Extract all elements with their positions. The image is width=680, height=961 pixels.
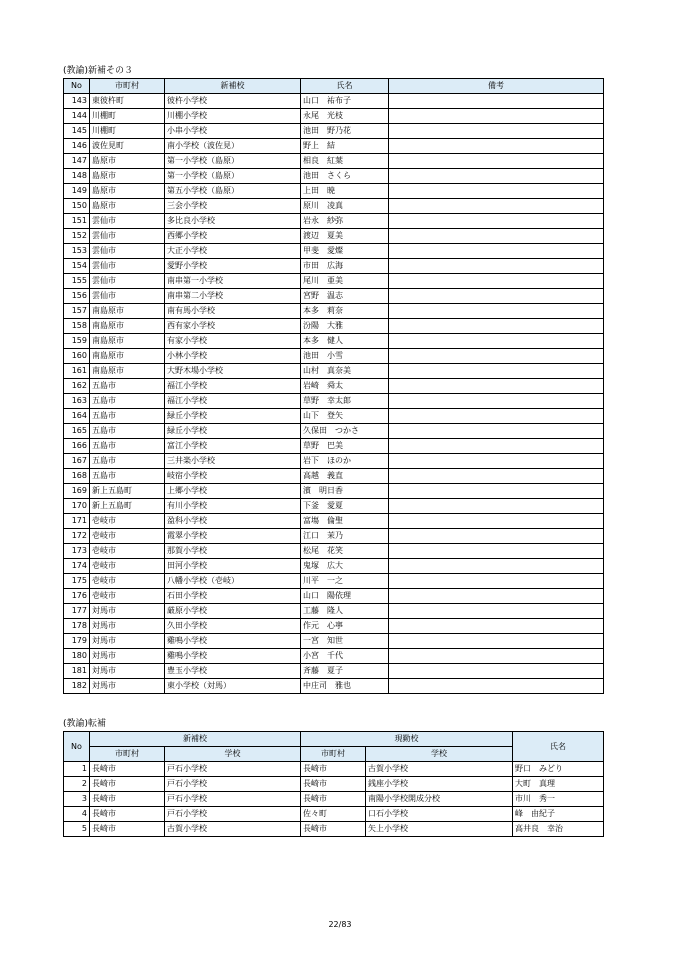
table-cell: 長崎市 <box>301 777 366 792</box>
section2-caption: (教諭)転補 <box>63 719 107 729</box>
table-cell: 戸石小学校 <box>165 777 301 792</box>
note-cell <box>389 514 604 529</box>
table-cell: 岩永 紗弥 <box>301 214 389 229</box>
table-cell: 対馬市 <box>90 649 165 664</box>
table-row <box>64 634 604 649</box>
table-row <box>64 259 604 274</box>
table-cell: 南島原市 <box>90 349 165 364</box>
table-cell: 対馬市 <box>90 679 165 694</box>
table-cell: 池田 野乃花 <box>301 124 389 139</box>
table-cell: 147 <box>64 154 90 169</box>
table-cell: 南島原市 <box>90 304 165 319</box>
table-cell: 岐宿小学校 <box>165 469 301 484</box>
note-cell <box>389 364 604 379</box>
table-cell: 162 <box>64 379 90 394</box>
table-row <box>64 514 604 529</box>
header-new-school-group: 新補校 <box>90 732 301 747</box>
table-cell: 矢上小学校 <box>366 822 513 837</box>
table-cell: 草野 幸太郎 <box>301 394 389 409</box>
table-cell: 有川小学校 <box>165 499 301 514</box>
table-cell: 五島市 <box>90 409 165 424</box>
note-cell <box>389 124 604 139</box>
table-cell: 福江小学校 <box>165 379 301 394</box>
note-cell <box>389 679 604 694</box>
table-cell: 壱岐市 <box>90 529 165 544</box>
table-cell: 山口 陽依理 <box>301 589 389 604</box>
note-cell <box>389 259 604 274</box>
table-cell: 川棚町 <box>90 109 165 124</box>
table-cell: 上郷小学校 <box>165 484 301 499</box>
header-no: No <box>64 79 90 94</box>
note-cell <box>389 229 604 244</box>
table-cell: 南串第二小学校 <box>165 289 301 304</box>
table-cell: 南島原市 <box>90 319 165 334</box>
table-cell: 上田 暁 <box>301 184 389 199</box>
table-row <box>64 439 604 454</box>
table-cell: 168 <box>64 469 90 484</box>
table-row <box>64 364 604 379</box>
table-cell: 島原市 <box>90 169 165 184</box>
header-note: 備考 <box>389 79 604 94</box>
table-cell: 182 <box>64 679 90 694</box>
table-cell: 長崎市 <box>90 807 165 822</box>
table-cell: 古賀小学校 <box>366 762 513 777</box>
table-row <box>64 589 604 604</box>
table-cell: 永尾 光枝 <box>301 109 389 124</box>
table-cell: 181 <box>64 664 90 679</box>
table-cell: 壱岐市 <box>90 589 165 604</box>
table-row <box>64 484 604 499</box>
header-name: 氏名 <box>301 79 389 94</box>
table-row <box>64 349 604 364</box>
table-cell: 南陽小学校開成分校 <box>366 792 513 807</box>
table-cell: 長崎市 <box>90 777 165 792</box>
note-cell <box>389 424 604 439</box>
table-row <box>64 229 604 244</box>
table-cell: 167 <box>64 454 90 469</box>
note-cell <box>389 559 604 574</box>
table-cell: 169 <box>64 484 90 499</box>
note-cell <box>389 139 604 154</box>
table-cell: 高越 義直 <box>301 469 389 484</box>
table-cell: 本多 健人 <box>301 334 389 349</box>
table-row <box>64 807 604 822</box>
table-cell: 久田小学校 <box>165 619 301 634</box>
table-cell: 雲仙市 <box>90 229 165 244</box>
table-row <box>64 679 604 694</box>
table-cell: 東小学校（対馬） <box>165 679 301 694</box>
note-cell <box>389 289 604 304</box>
table-cell: 山村 真奈美 <box>301 364 389 379</box>
table-cell: 壱岐市 <box>90 544 165 559</box>
table-cell: 雲仙市 <box>90 259 165 274</box>
note-cell <box>389 274 604 289</box>
note-cell <box>389 634 604 649</box>
table-row <box>64 762 604 777</box>
table-cell: 豊玉小学校 <box>165 664 301 679</box>
table-cell: 田河小学校 <box>165 559 301 574</box>
note-cell <box>389 154 604 169</box>
table-row <box>64 792 604 807</box>
note-cell <box>389 619 604 634</box>
table-cell: 163 <box>64 394 90 409</box>
table-cell: 五島市 <box>90 394 165 409</box>
table-cell: 斉藤 夏子 <box>301 664 389 679</box>
note-cell <box>389 334 604 349</box>
table-row <box>64 199 604 214</box>
table-cell: 177 <box>64 604 90 619</box>
table-header-row <box>64 79 604 94</box>
table-row <box>64 139 604 154</box>
table-cell: 川棚小学校 <box>165 109 301 124</box>
note-cell <box>389 574 604 589</box>
table-row <box>64 109 604 124</box>
table-cell: 第五小学校（島原） <box>165 184 301 199</box>
table-row <box>64 334 604 349</box>
new-assignment-table <box>63 78 604 694</box>
table-cell: 雲仙市 <box>90 214 165 229</box>
table-row <box>64 184 604 199</box>
table-cell: 146 <box>64 139 90 154</box>
table-cell: 島原市 <box>90 154 165 169</box>
table-row <box>64 424 604 439</box>
table-cell: 150 <box>64 199 90 214</box>
table-cell: 157 <box>64 304 90 319</box>
table-row <box>64 319 604 334</box>
table-cell: 愛野小学校 <box>165 259 301 274</box>
table-cell: 福江小学校 <box>165 394 301 409</box>
table-row <box>64 604 604 619</box>
table-cell: 鬼塚 広大 <box>301 559 389 574</box>
header-current-school-group: 現勤校 <box>301 732 513 747</box>
table-cell: 甲斐 愛燦 <box>301 244 389 259</box>
table-row <box>64 244 604 259</box>
note-cell <box>389 94 604 109</box>
table-row <box>64 154 604 169</box>
table-cell: 小宮 千代 <box>301 649 389 664</box>
table-cell: 145 <box>64 124 90 139</box>
table-cell: 新上五島町 <box>90 484 165 499</box>
table-cell: 159 <box>64 334 90 349</box>
note-cell <box>389 589 604 604</box>
table-cell: 多比良小学校 <box>165 214 301 229</box>
table-cell: 大町 真理 <box>513 777 604 792</box>
table-row <box>64 664 604 679</box>
table-cell: 市川 秀一 <box>513 792 604 807</box>
table-cell: 厳原小学校 <box>165 604 301 619</box>
table-cell: 長崎市 <box>90 762 165 777</box>
table-cell: 山下 登矢 <box>301 409 389 424</box>
table-cell: 久保田 つかさ <box>301 424 389 439</box>
table-cell: 霞翠小学校 <box>165 529 301 544</box>
table-cell: 壱岐市 <box>90 559 165 574</box>
section1-caption: (教諭)新補その３ <box>63 66 134 76</box>
table-cell: 長崎市 <box>301 762 366 777</box>
table-cell: 有家小学校 <box>165 334 301 349</box>
table-cell: 波佐見町 <box>90 139 165 154</box>
table-cell: 小串小学校 <box>165 124 301 139</box>
table-cell: 江口 茉乃 <box>301 529 389 544</box>
table-cell: 草野 巴美 <box>301 439 389 454</box>
table-cell: 第一小学校（島原） <box>165 154 301 169</box>
note-cell <box>389 484 604 499</box>
table-cell: 宮野 温志 <box>301 289 389 304</box>
table-cell: 154 <box>64 259 90 274</box>
table-cell: 新上五島町 <box>90 499 165 514</box>
table-cell: 川平 一之 <box>301 574 389 589</box>
table-cell: 銭座小学校 <box>366 777 513 792</box>
header-no: No <box>64 732 90 762</box>
table-cell: 152 <box>64 229 90 244</box>
table-cell: 4 <box>64 807 90 822</box>
table-cell: 尾川 亜美 <box>301 274 389 289</box>
note-cell <box>389 469 604 484</box>
table-row <box>64 469 604 484</box>
note-cell <box>389 529 604 544</box>
table-row <box>64 619 604 634</box>
table-cell: 雲仙市 <box>90 244 165 259</box>
table-cell: 173 <box>64 544 90 559</box>
table-cell: 151 <box>64 214 90 229</box>
table-row <box>64 214 604 229</box>
note-cell <box>389 409 604 424</box>
note-cell <box>389 184 604 199</box>
header-city: 市町村 <box>90 79 165 94</box>
table-cell: 高井良 幸治 <box>513 822 604 837</box>
table-cell: 野上 結 <box>301 139 389 154</box>
table-cell: 中庄司 雅也 <box>301 679 389 694</box>
table-row <box>64 304 604 319</box>
table-cell: 171 <box>64 514 90 529</box>
header-name: 氏名 <box>513 732 604 762</box>
table-cell: 五島市 <box>90 439 165 454</box>
table-row <box>64 529 604 544</box>
table-cell: 岩下 ほのか <box>301 454 389 469</box>
table-cell: 小林小学校 <box>165 349 301 364</box>
table-cell: 彼杵小学校 <box>165 94 301 109</box>
table-row <box>64 124 604 139</box>
table-row <box>64 409 604 424</box>
table-cell: 161 <box>64 364 90 379</box>
table-cell: 西有家小学校 <box>165 319 301 334</box>
table-cell: 3 <box>64 792 90 807</box>
table-cell: 長崎市 <box>301 822 366 837</box>
table-cell: 5 <box>64 822 90 837</box>
table-cell: 144 <box>64 109 90 124</box>
table-row <box>64 394 604 409</box>
table-row <box>64 454 604 469</box>
note-cell <box>389 304 604 319</box>
table-cell: 175 <box>64 574 90 589</box>
table-cell: 対馬市 <box>90 604 165 619</box>
table-cell: 渡辺 夏美 <box>301 229 389 244</box>
table-cell: 172 <box>64 529 90 544</box>
table-cell: 戸石小学校 <box>165 762 301 777</box>
table-cell: 緑丘小学校 <box>165 424 301 439</box>
table-cell: 五島市 <box>90 424 165 439</box>
table-cell: 164 <box>64 409 90 424</box>
table-cell: 富江小学校 <box>165 439 301 454</box>
table-row <box>64 499 604 514</box>
table-cell: 本多 莉奈 <box>301 304 389 319</box>
table-cell: 緑丘小学校 <box>165 409 301 424</box>
note-cell <box>389 439 604 454</box>
note-cell <box>389 349 604 364</box>
table-cell: 2 <box>64 777 90 792</box>
table-cell: 池田 小雪 <box>301 349 389 364</box>
note-cell <box>389 214 604 229</box>
table-cell: 一宮 知世 <box>301 634 389 649</box>
table-cell: 160 <box>64 349 90 364</box>
note-cell <box>389 319 604 334</box>
table-cell: 戸石小学校 <box>165 807 301 822</box>
table-row <box>64 274 604 289</box>
table-row <box>64 169 604 184</box>
table-cell: 170 <box>64 499 90 514</box>
table-cell: 五島市 <box>90 454 165 469</box>
page-number: 22/83 <box>328 920 352 929</box>
table-cell: 汾陽 大雅 <box>301 319 389 334</box>
table-cell: 対馬市 <box>90 619 165 634</box>
table-cell: 178 <box>64 619 90 634</box>
table-row <box>64 574 604 589</box>
table-cell: 佐々町 <box>301 807 366 822</box>
note-cell <box>389 244 604 259</box>
table-cell: 第一小学校（島原） <box>165 169 301 184</box>
table-cell: 壱岐市 <box>90 574 165 589</box>
table-cell: 濱 明日香 <box>301 484 389 499</box>
note-cell <box>389 499 604 514</box>
table-cell: 南有馬小学校 <box>165 304 301 319</box>
table-cell: 南島原市 <box>90 334 165 349</box>
table-cell: 野口 みどり <box>513 762 604 777</box>
table-cell: 雲仙市 <box>90 289 165 304</box>
table-cell: 五島市 <box>90 469 165 484</box>
note-cell <box>389 109 604 124</box>
table-cell: 雲仙市 <box>90 274 165 289</box>
table-row <box>64 559 604 574</box>
table-cell: 大野木場小学校 <box>165 364 301 379</box>
table-cell: 古賀小学校 <box>165 822 301 837</box>
table-row <box>64 822 604 837</box>
table-row <box>64 649 604 664</box>
table-row <box>64 544 604 559</box>
table-cell: 174 <box>64 559 90 574</box>
table-cell: 長崎市 <box>90 822 165 837</box>
table-cell: 長崎市 <box>301 792 366 807</box>
table-cell: 南島原市 <box>90 364 165 379</box>
table-cell: 五島市 <box>90 379 165 394</box>
transfer-table <box>63 731 604 837</box>
table-cell: 石田小学校 <box>165 589 301 604</box>
table-row <box>64 777 604 792</box>
note-cell <box>389 544 604 559</box>
table-cell: 松尾 花笑 <box>301 544 389 559</box>
table-cell: 池田 さくら <box>301 169 389 184</box>
table-cell: 長崎市 <box>90 792 165 807</box>
table-cell: 市田 広海 <box>301 259 389 274</box>
note-cell <box>389 394 604 409</box>
table-row <box>64 94 604 109</box>
table-cell: 雞鳴小学校 <box>165 634 301 649</box>
table-cell: 山口 祐布子 <box>301 94 389 109</box>
table-cell: 143 <box>64 94 90 109</box>
table-cell: 対馬市 <box>90 664 165 679</box>
table-cell: 166 <box>64 439 90 454</box>
table-row <box>64 289 604 304</box>
table-cell: 南小学校（波佐見） <box>165 139 301 154</box>
table-cell: 180 <box>64 649 90 664</box>
header-current-school: 学校 <box>366 747 513 762</box>
table-cell: 大正小学校 <box>165 244 301 259</box>
table-cell: 東彼杵町 <box>90 94 165 109</box>
header-new-city: 市町村 <box>90 747 165 762</box>
note-cell <box>389 454 604 469</box>
table-cell: 南串第一小学校 <box>165 274 301 289</box>
table-cell: 壱岐市 <box>90 514 165 529</box>
table-cell: 川棚町 <box>90 124 165 139</box>
table-cell: 戸石小学校 <box>165 792 301 807</box>
table-cell: 工藤 隆人 <box>301 604 389 619</box>
table-cell: 165 <box>64 424 90 439</box>
table-cell: 1 <box>64 762 90 777</box>
table-cell: 雞鳴小学校 <box>165 649 301 664</box>
table-cell: 富塲 倫聖 <box>301 514 389 529</box>
note-cell <box>389 649 604 664</box>
table-cell: 八幡小学校（壱岐） <box>165 574 301 589</box>
table-cell: 三井楽小学校 <box>165 454 301 469</box>
note-cell <box>389 664 604 679</box>
table-row <box>64 379 604 394</box>
table-cell: 西郷小学校 <box>165 229 301 244</box>
table-cell: 149 <box>64 184 90 199</box>
table-cell: 盈科小学校 <box>165 514 301 529</box>
table-cell: 島原市 <box>90 184 165 199</box>
note-cell <box>389 604 604 619</box>
table-cell: 158 <box>64 319 90 334</box>
note-cell <box>389 199 604 214</box>
table-cell: 176 <box>64 589 90 604</box>
table-cell: 作元 心寧 <box>301 619 389 634</box>
table-cell: 155 <box>64 274 90 289</box>
table-cell: 那賀小学校 <box>165 544 301 559</box>
table-cell: 153 <box>64 244 90 259</box>
table-cell: 口石小学校 <box>366 807 513 822</box>
table-cell: 179 <box>64 634 90 649</box>
header-new-school: 学校 <box>165 747 301 762</box>
table-cell: 対馬市 <box>90 634 165 649</box>
table-header-row <box>64 732 604 747</box>
note-cell <box>389 169 604 184</box>
table-cell: 156 <box>64 289 90 304</box>
table-cell: 三会小学校 <box>165 199 301 214</box>
table-cell: 相良 紅葉 <box>301 154 389 169</box>
header-current-city: 市町村 <box>301 747 366 762</box>
table-cell: 岩崎 舜太 <box>301 379 389 394</box>
note-cell <box>389 379 604 394</box>
header-school: 新補校 <box>165 79 301 94</box>
table-cell: 島原市 <box>90 199 165 214</box>
table-cell: 峰 由紀子 <box>513 807 604 822</box>
table-cell: 148 <box>64 169 90 184</box>
table-cell: 下釜 愛夏 <box>301 499 389 514</box>
table-cell: 原川 凌真 <box>301 199 389 214</box>
